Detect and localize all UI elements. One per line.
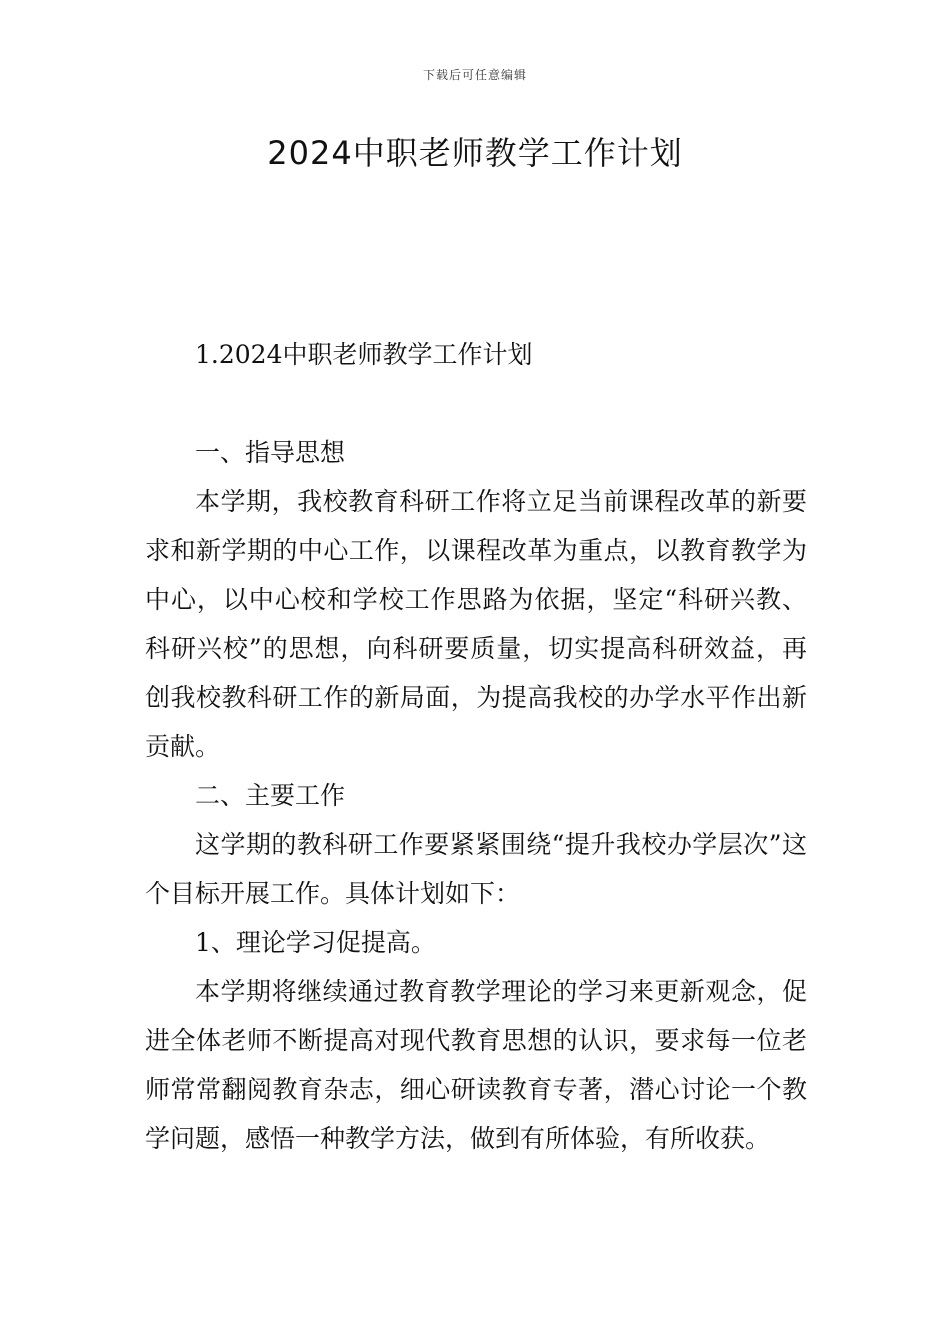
document-title: 2024中职老师教学工作计划 [267, 134, 683, 172]
item-heading-theory-study: 1、理论学习促提高。 [195, 928, 436, 957]
paragraph-main-work: 这学期的教科研工作要紧紧围绕“提升我校办学层次”这个目标开展工作。具体计划如下： [145, 830, 807, 908]
document-subtitle: 1.2024中职老师教学工作计划 [195, 340, 533, 369]
header-note: 下载后可任意编辑 [422, 68, 527, 82]
paragraph-theory-study: 本学期将继续通过教育教学理论的学习来更新观念，促进全体老师不断提高对现代教育思想的认识，要求每一位老师常常翻阅教育杂志，细心研读教育专著，潜心讨论一个教学问题，感悟一种教学方法，做到有所体验，有所收获。 [145, 977, 807, 1153]
section-heading-guiding-ideology: 一、指导思想 [195, 438, 346, 467]
spacer [145, 379, 807, 428]
document-body [145, 330, 807, 1163]
section-heading-main-work: 二、主要工作 [195, 781, 346, 810]
paragraph-guiding-ideology: 本学期，我校教育科研工作将立足当前课程改革的新要求和新学期的中心工作，以课程改革为重点，以教育教学为中心，以中心校和学校工作思路为依据，坚定“科研兴教、科研兴校”的思想，向科研要质量，切实提高科研效益，再创我校教科研工作的新局面，为提高我校的办学水平作出新贡献。 [145, 487, 807, 761]
